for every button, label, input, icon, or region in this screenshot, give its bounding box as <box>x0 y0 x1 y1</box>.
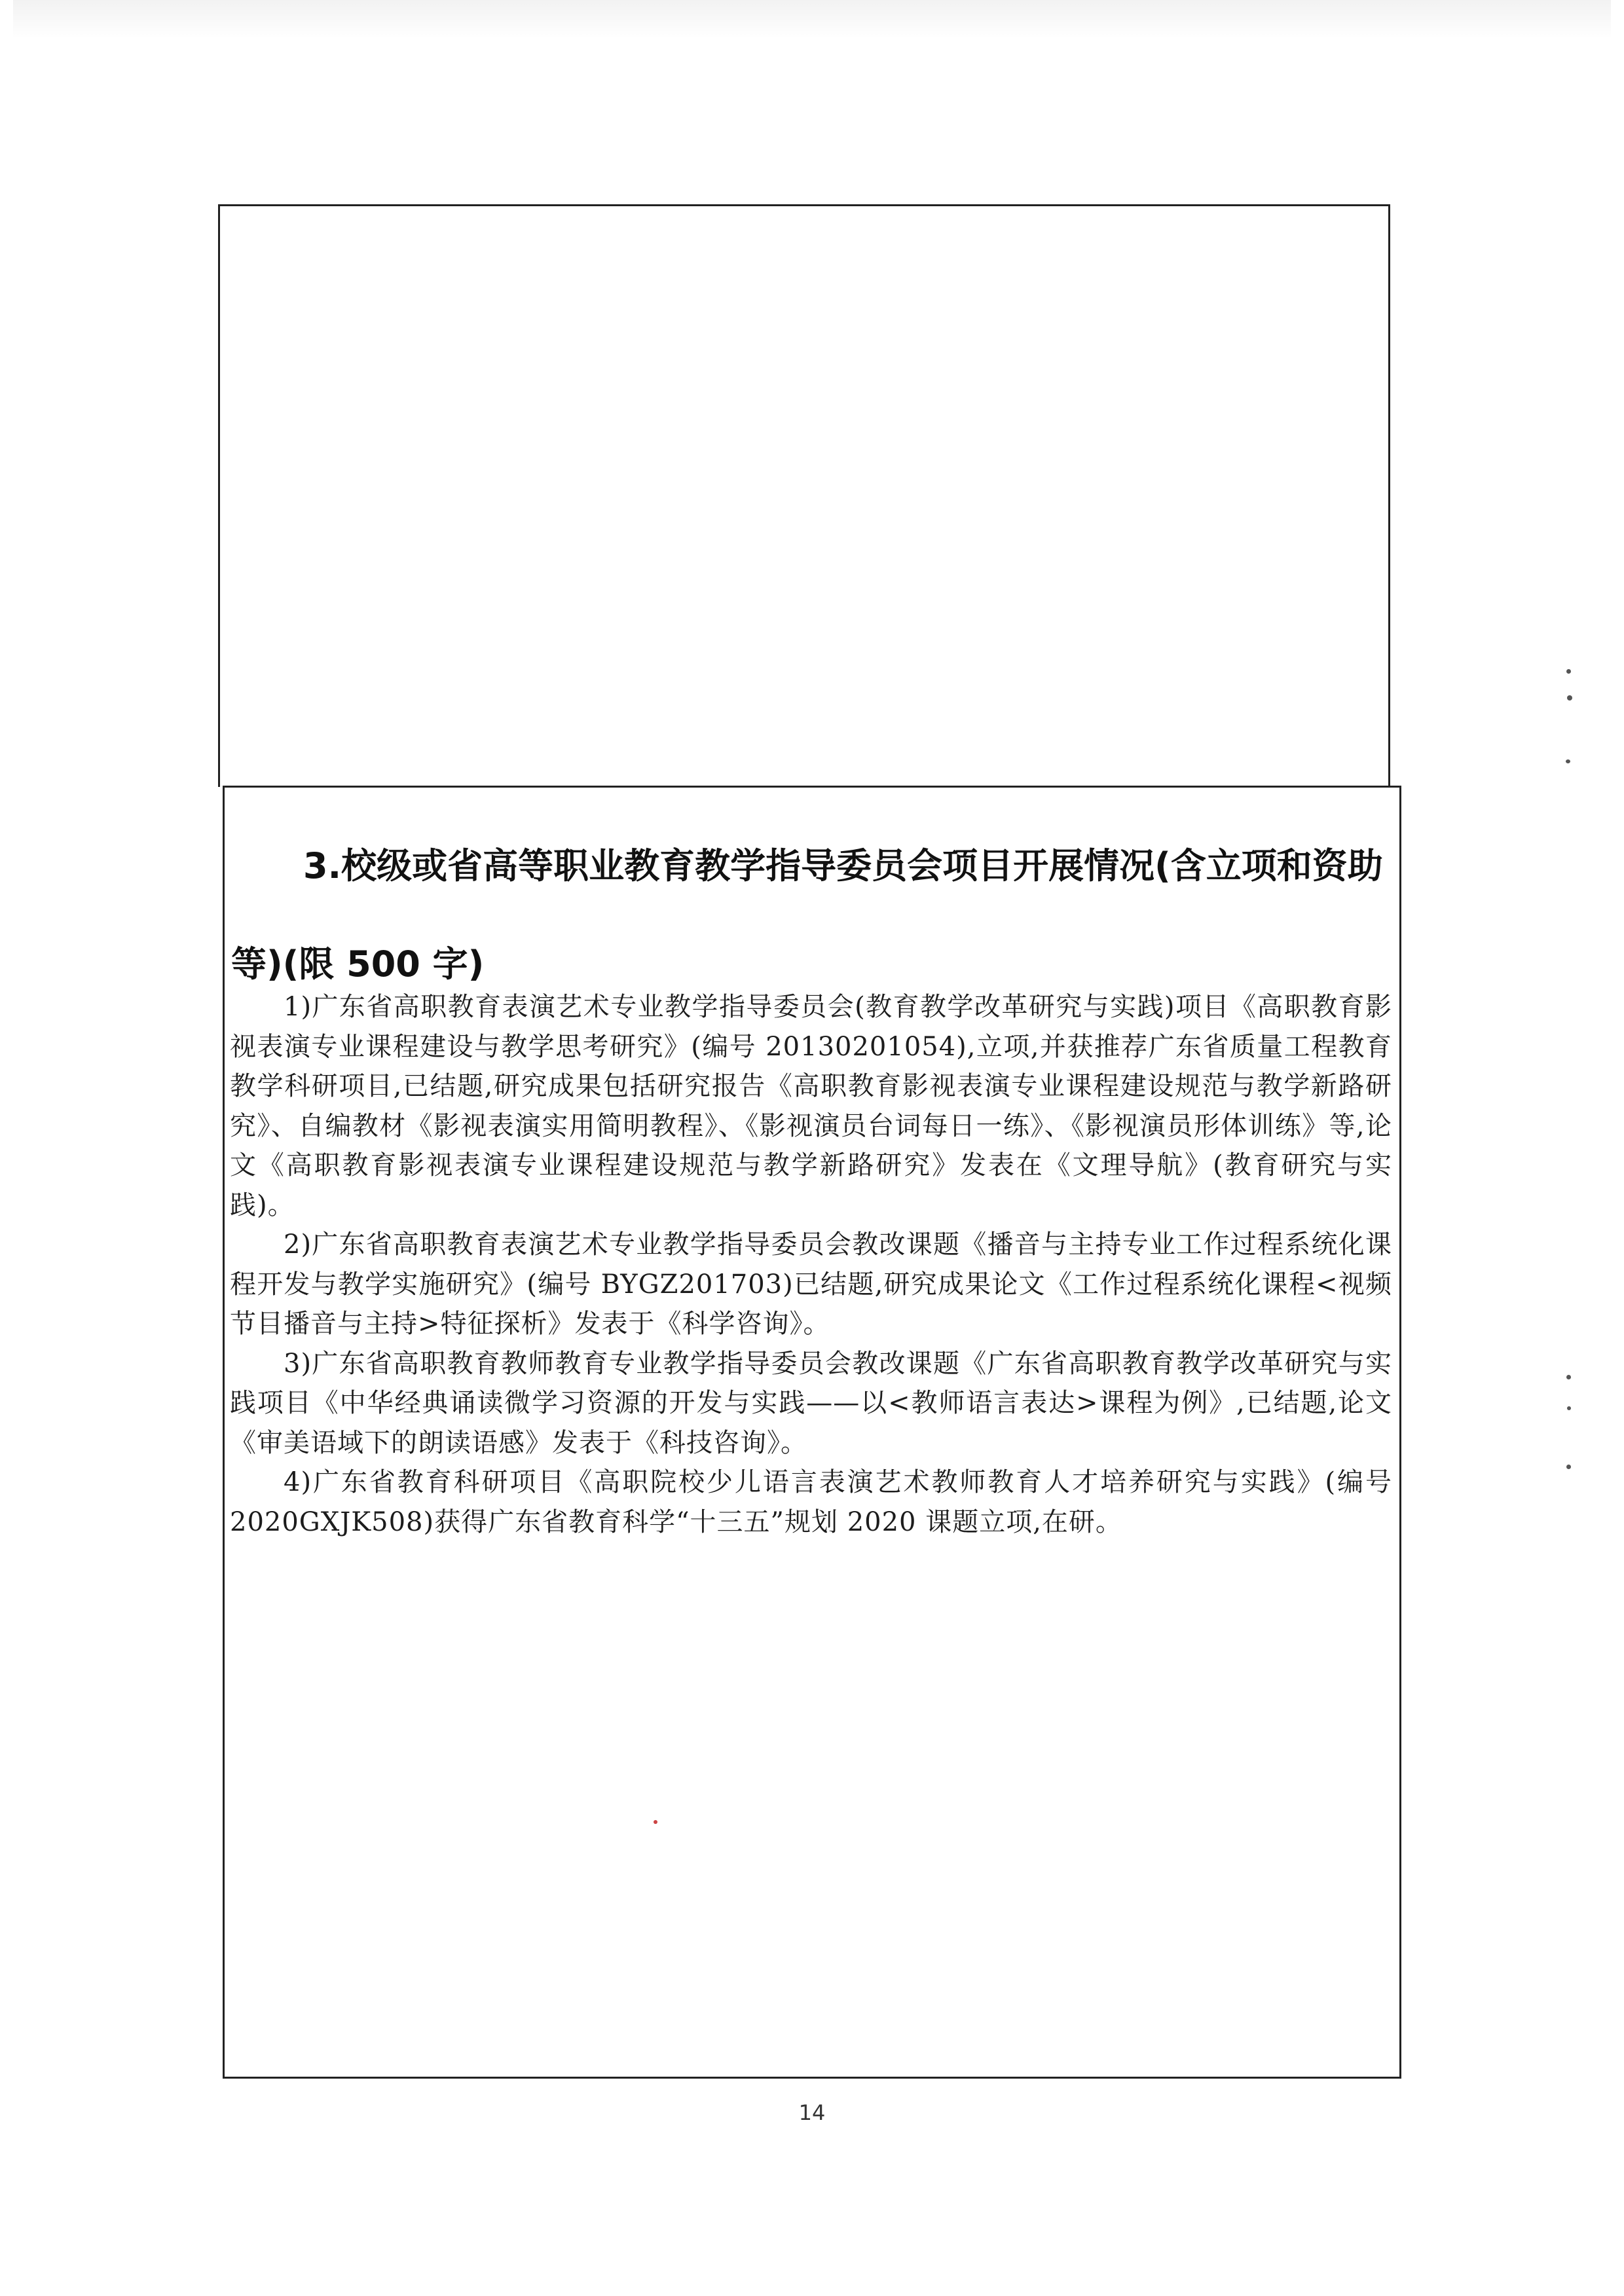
section-body <box>230 987 1392 1542</box>
scan-edge-shadow <box>13 0 1611 39</box>
paragraph-3: 3)广东省高职教育教师教育专业教学指导委员会教改课题《广东省高职教育教学改革研究与实践项目《中华经典诵读微学习资源的开发与实践——以<教师语言表达>课程为例》,已结题,论文《审美语域下的朗读语感》发表于《科技咨询》。 <box>230 1348 1392 1458</box>
page-number: 14 <box>798 2100 826 2125</box>
scan-speck <box>1566 759 1570 763</box>
scan-speck <box>1566 669 1571 674</box>
scan-speck <box>1566 1465 1571 1469</box>
paragraph-2: 2)广东省高职教育表演艺术专业教学指导委员会教改课题《播音与主持专业工作过程系统化课程开发与教学实施研究》(编号 BYGZ201703)已结题,研究成果论文《工作过程系统化课程<视频节目播音与主持>特征探析》发表于《科学咨询》。 <box>230 1230 1392 1339</box>
section-heading: 3.校级或省高等职业教育教学指导委员会项目开展情况(含立项和资助等)(限 500 字) <box>231 845 1383 985</box>
paragraph-4: 4)广东省教育科研项目《高职院校少儿语言表演艺术教师教育人才培养研究与实践》(编号 2020GXJK508)获得广东省教育科学“十三五”规划 2020 课题立项,在研。 <box>230 1467 1392 1537</box>
section-3-box <box>223 786 1401 2079</box>
scan-speck <box>654 1820 657 1824</box>
previous-section-box <box>218 204 1390 787</box>
paragraph-1: 1)广东省高职教育表演艺术专业教学指导委员会(教育教学改革研究与实践)项目《高职教育影视表演专业课程建设与教学思考研究》(编号 20130201054),立项,并获推荐广东省质量工程教育教学科研项目,已结题,研究成果包括研究报告《高职教育影视表演专业课程建设规范与教学新路研究》、自编教材《影视表演实用简明教程》、《影视演员台词每日一练》、《影视演员形体训练》等,论文《高职教育影视表演专业课程建设规范与教学新路研究》发表在《文理导航》(教育研究与实践)。 <box>230 992 1392 1220</box>
scan-speck <box>1567 695 1572 701</box>
scan-speck <box>1566 1375 1571 1379</box>
scan-speck <box>1567 1406 1571 1410</box>
